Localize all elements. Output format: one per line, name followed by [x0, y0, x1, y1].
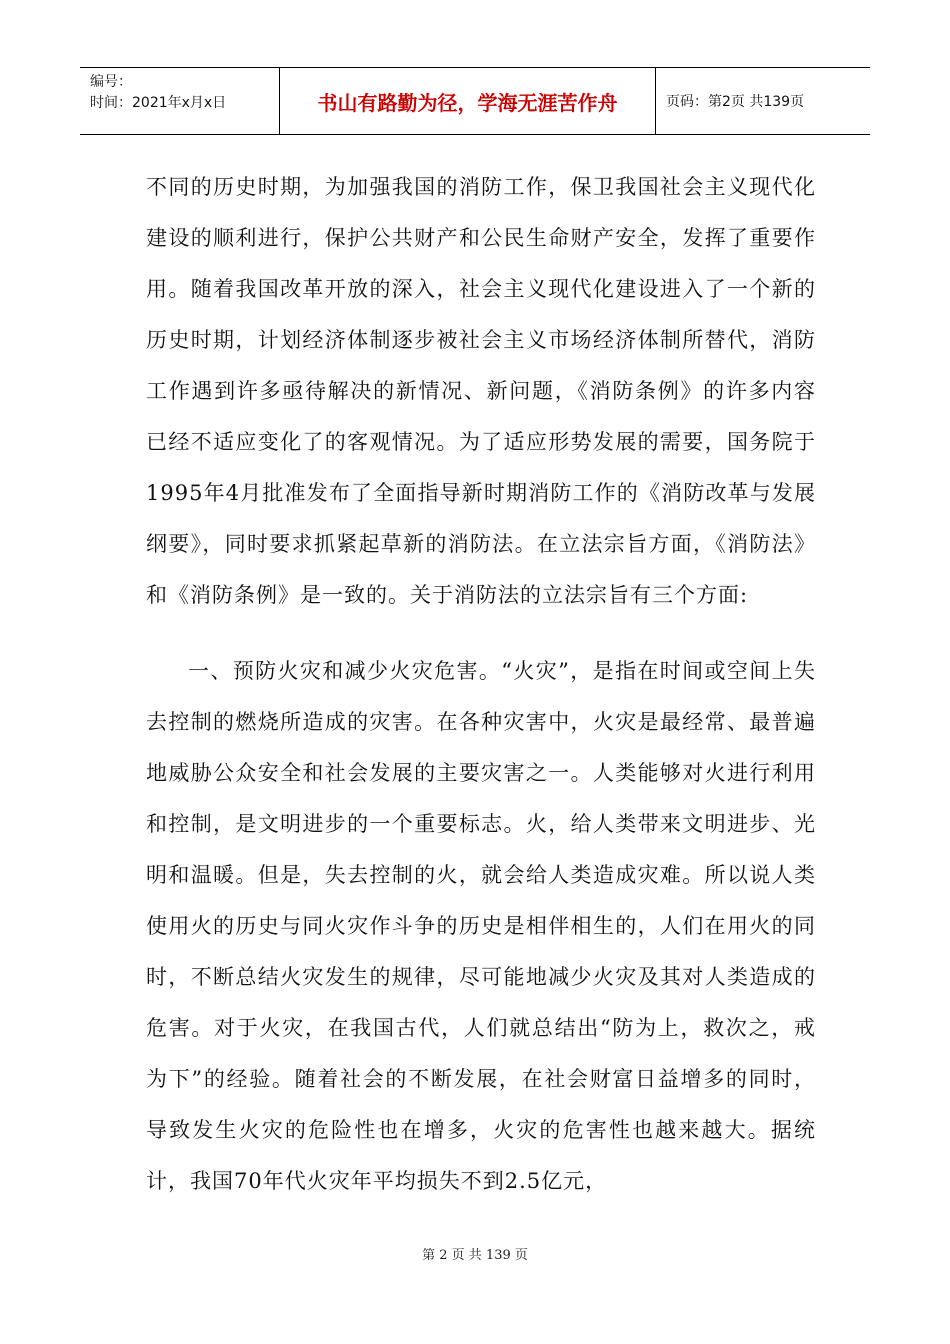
document-body	[146, 162, 816, 1207]
document-date-label: 时间：2021年x月x日	[90, 95, 227, 111]
body-paragraph: 一、预防火灾和减少火灾危害。“火灾”，是指在时间或空间上失去控制的燃烧所造成的灾害。在各种灾害中，火灾是最经常、最普遍地威胁公众安全和社会发展的主要灾害之一。人类能够对火进行利用和控制，是文明进步的一个重要标志。火，给人类带来文明进步、光明和温暖。但是，失去控制的火，就会给人类造成灾难。所以说人类使用火的历史与同火灾作斗争的历史是相伴相生的，人们在用火的同时，不断总结火灾发生的规律，尽可能地减少火灾及其对人类造成的危害。对于火灾，在我国古代，人们就总结出“防为上，救次之，戒为下”的经验。随着社会的不断发展，在社会财富日益增多的同时，导致发生火灾的危险性也在增多，火灾的危害性也越来越大。据统计，我国70年代火灾年平均损失不到2.5亿元，	[146, 659, 816, 1193]
body-paragraph: 不同的历史时期，为加强我国的消防工作，保卫我国社会主义现代化建设的顺利进行，保护公共财产和公民生命财产安全，发挥了重要作用。随着我国改革开放的深入，社会主义现代化建设进入了一个新的历史时期，计划经济体制逐步被社会主义市场经济体制所替代，消防工作遇到许多亟待解决的新情况、新问题，《消防条例》的许多内容已经不适应变化了的客观情况。为了适应形势发展的需要，国务院于1995年4月批准发布了全面指导新时期消防工作的《消防改革与发展纲要》，同时要求抓紧起草新的消防法。在立法宗旨方面，《消防法》和《消防条例》是一致的。关于消防法的立法宗旨有三个方面:	[146, 175, 816, 607]
header-meta	[80, 68, 280, 134]
page-footer: 第 2 页 共 139 页	[422, 1248, 528, 1263]
document-number-label: 编号：	[90, 74, 132, 90]
page-header	[80, 67, 870, 135]
header-motto: 书山有路勤为径，学海无涯苦作舟	[280, 68, 656, 134]
header-page-info: 页码：第2页 共139页	[666, 94, 805, 110]
